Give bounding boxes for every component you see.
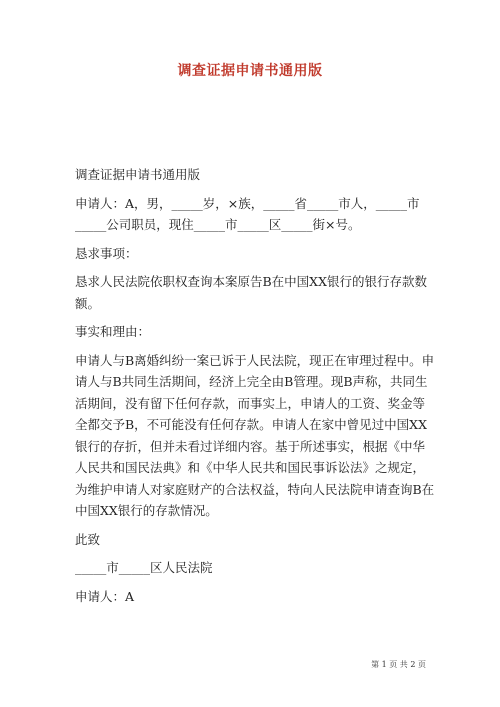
request-heading: 恳求事项：: [75, 245, 138, 261]
court-addressee: _____市_____区人民法院: [75, 560, 213, 575]
page-indicator: 第 1 页 共 2 页: [371, 660, 426, 669]
applicant-info-paragraph: 申请人：A，男，_____岁，×族，_____省_____市人，_____市_____公司职员，现住_____市_____区_____街×号。: [75, 195, 420, 232]
facts-paragraph: 申请人与B离婚纠纷一案已诉于人民法院，现正在审理过程中。申请人与B共同生活期间，经济上完全由B管理。现B声称，共同生活期间，没有留下任何存款，而事实上，申请人的工资、奖金等全都交予B，不可能没有任何存款。申请人在家中曾见过中国XX银行的存折，但并未看过详细内容。基于所述事实，根据《中华人民共和国民法典》和《中华人民共和国民事诉讼法》之规定，为维护申请人对家庭财产的合法权益，特向人民法院申请查询B在中国XX银行的存款情况。: [75, 352, 435, 518]
document-title: 调查证据申请书通用版: [177, 63, 323, 79]
facts-heading: 事实和理由：: [75, 324, 151, 339]
request-paragraph: 恳求人民法院依职权查询本案原告B在中国XX银行的银行存款数额。: [75, 274, 427, 311]
body-heading: 调查证据申请书通用版: [75, 167, 201, 182]
document-body: [75, 164, 435, 614]
applicant-signature: 申请人：A: [75, 588, 135, 604]
salutation: 此致: [75, 531, 101, 547]
